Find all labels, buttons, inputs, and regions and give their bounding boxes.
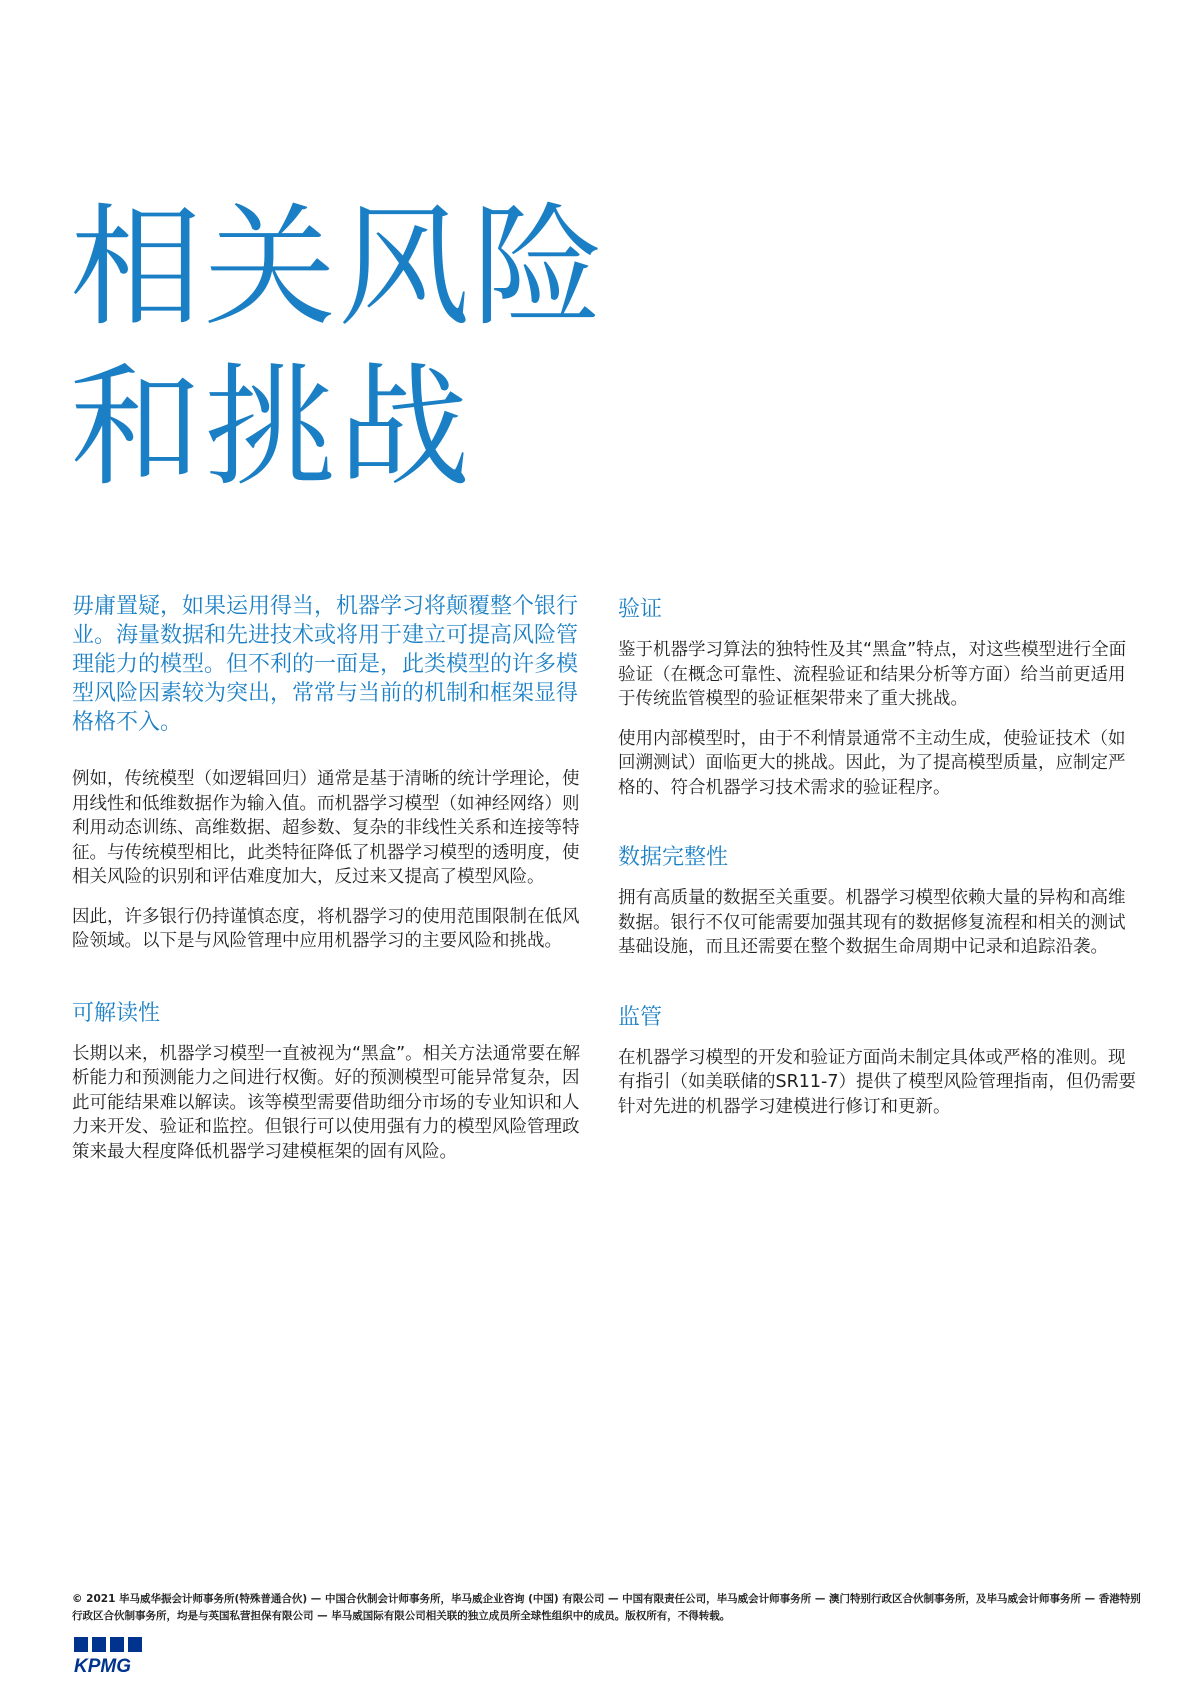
page-title-line-1: 相关风险 bbox=[70, 191, 606, 345]
kpmg-logo bbox=[72, 1637, 148, 1675]
section-heading-interpretability: 可解读性 bbox=[72, 1000, 161, 1026]
kpmg-logo-box-3 bbox=[110, 1637, 124, 1652]
page-title bbox=[70, 188, 606, 508]
lead-paragraph: 毋庸置疑，如果运用得当，机器学习将颠覆整个银行业。海量数据和先进技术或将用于建立可提高风险管理能力的模型。但不利的一面是，此类模型的许多模型风险因素较为突出，常常与当前的机制和框架显得格格不入。 bbox=[72, 594, 579, 735]
right-column bbox=[618, 596, 1140, 1134]
footer-copyright: © 2021 毕马威华振会计师事务所(特殊普通合伙) — 中国合伙制会计师事务所，毕马威企业咨询 (中国) 有限公司 — 中国有限责任公司，毕马威会计师事务所 — 澳门特别行政区合伙制事务所，及毕马威会计师事务所 — 香港特别行政区合伙制事务所，均是与英国私营担保有限公司 — 毕马威国际有限公司相关联的独立成员所全球性组织中的成员。版权所有，不得转载。 bbox=[72, 1593, 1141, 1622]
section-paragraph: 长期以来，机器学习模型一直被视为“黑盒”。相关方法通常要在解析能力和预测能力之间进行权衡。好的预测模型可能异常复杂，因此可能结果难以解读。该等模型需要借助细分市场的专业知识和人力来开发、验证和监控。但银行可以使用强有力的模型风险管理政策来最大程度降低机器学习建模框架的固有风险。 bbox=[72, 1043, 581, 1162]
left-column bbox=[72, 592, 592, 1179]
section-heading-data-integrity: 数据完整性 bbox=[618, 845, 729, 870]
section-paragraph: 在机器学习模型的开发和验证方面尚未制定具体或严格的准则。现有指引（如美联储的SR11-7）提供了模型风险管理指南，但仍需要针对先进的机器学习建模进行修订和更新。 bbox=[618, 1047, 1136, 1117]
kpmg-logo-box-4 bbox=[128, 1637, 142, 1652]
section-paragraph: 拥有高质量的数据至关重要。机器学习模型依赖大量的异构和高维数据。银行不仅可能需要加强其现有的数据修复流程和相关的测试基础设施，而且还需要在整个数据生命周期中记录和追踪沿袭。 bbox=[618, 888, 1126, 957]
kpmg-logo-text: KPMG bbox=[74, 1656, 131, 1675]
section-paragraph: 使用内部模型时，由于不利情景通常不主动生成，使验证技术（如回溯测试）面临更大的挑战。因此，为了提高模型质量，应制定严格的、符合机器学习技术需求的验证程序。 bbox=[618, 728, 1126, 798]
kpmg-logo-box-1 bbox=[74, 1637, 88, 1652]
kpmg-logo-box-2 bbox=[92, 1637, 106, 1652]
page-title-line-2: 和挑战 bbox=[70, 351, 472, 505]
section-paragraph: 鉴于机器学习算法的独特性及其“黑盒”特点，对这些模型进行全面验证（在概念可靠性、流程验证和结果分析等方面）给当前更适用于传统监管模型的验证框架带来了重大挑战。 bbox=[618, 640, 1127, 709]
body-paragraph: 因此，许多银行仍持谨慎态度，将机器学习的使用范围限制在低风险领域。以下是与风险管理中应用机器学习的主要风险和挑战。 bbox=[72, 906, 580, 951]
section-heading-regulation: 监管 bbox=[618, 1004, 663, 1030]
section-heading-validation: 验证 bbox=[618, 597, 663, 622]
body-paragraph: 例如，传统模型（如逻辑回归）通常是基于清晰的统计学理论，使用线性和低维数据作为输入值。而机器学习模型（如神经网络）则利用动态训练、高维数据、超参数、复杂的非线性关系和连接等特征。与传统模型相比，此类特征降低了机器学习模型的透明度，使相关风险的识别和评估难度加大，反过来又提高了模型风险。 bbox=[72, 769, 580, 887]
